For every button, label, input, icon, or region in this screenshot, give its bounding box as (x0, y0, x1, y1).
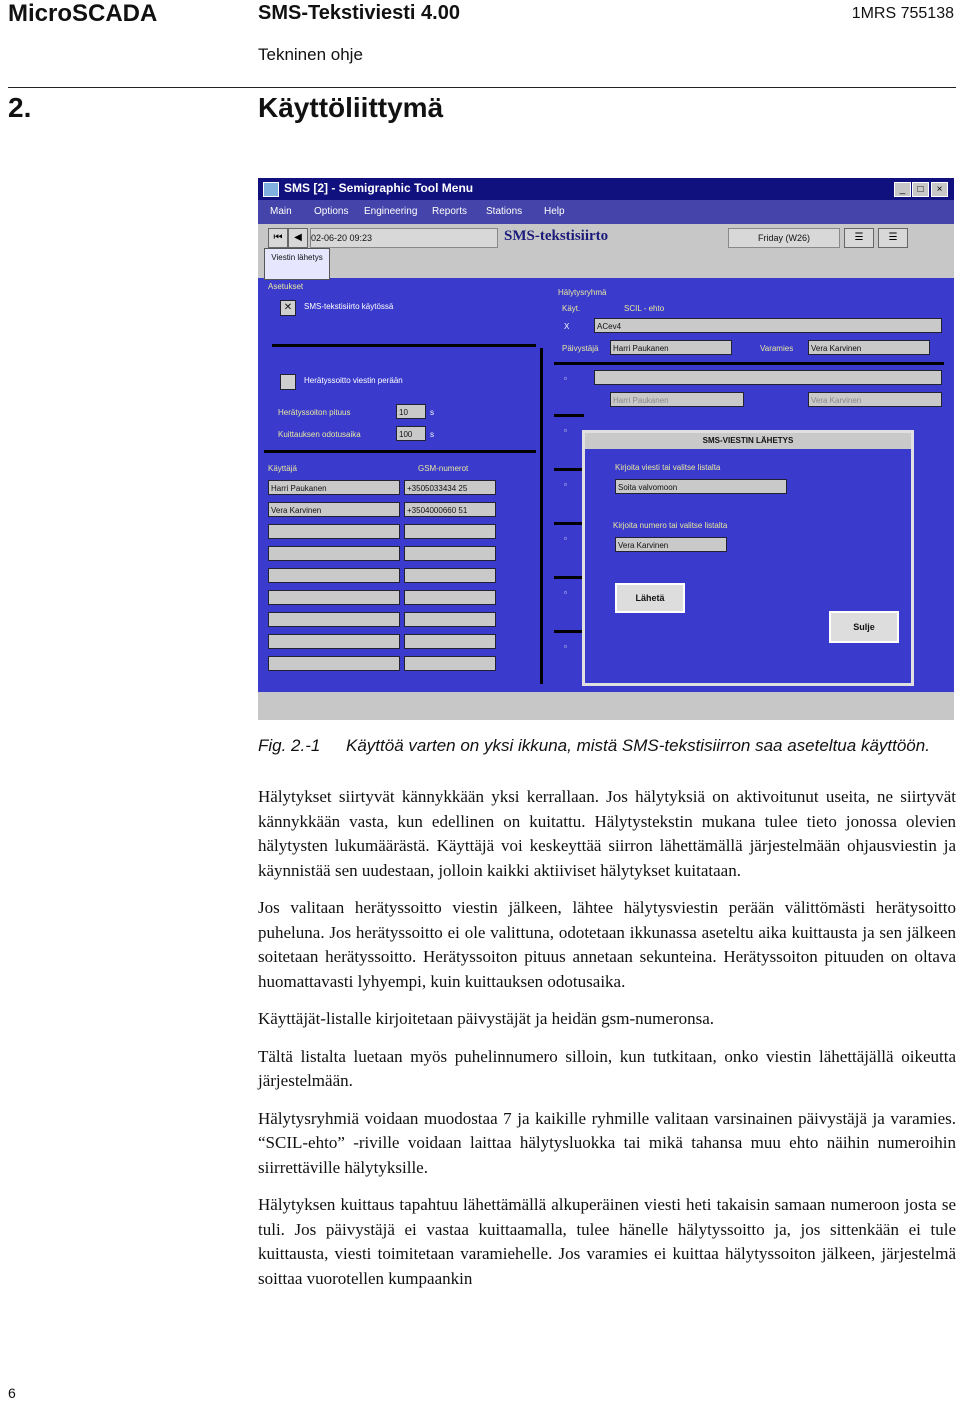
figure-screenshot (258, 178, 954, 720)
day-field: Friday (W26) (728, 228, 840, 248)
send-sms-dialog (582, 430, 914, 686)
paragraph: Hälytysryhmiä voidaan muodostaa 7 ja kaikille ryhmille valitaan varsinainen päivystäjä ja varamies. “SCIL-ehto” -riville voidaan laittaa hälytysluokka tai mikä tahansa muu ehto näihin numeroihin siirrettäville hälytyksille. (258, 1108, 956, 1177)
groups-label: Hälytysryhmä (558, 288, 607, 297)
menu-stations[interactable]: Stations (486, 206, 523, 217)
tab-send-message[interactable]: Viestin lähetys (264, 248, 330, 280)
user-gsm-4[interactable] (404, 546, 496, 561)
divider (554, 414, 584, 417)
oncall-label: Päivystäjä (562, 344, 599, 353)
scil-input-2[interactable] (594, 370, 942, 385)
user-gsm-3[interactable] (404, 524, 496, 539)
close-button[interactable]: Sulje (829, 611, 899, 643)
ack-wait-label: Kuittauksen odotusaika (278, 430, 361, 439)
wakeup-length-label: Herätyssoiton pituus (278, 408, 351, 417)
paragraph: Jos valitaan herätyssoitto viestin jälkeen, lähtee hälytysviestin perään välittömästi herätysoitto puheluna. Jos herätyssoitto ei ole valittuna, odotetaan ikkunassa aseteltu aika kuittausta ja sen jälkeen soitetaan herätyssoitto. Herätyssoiton pituus annetaan sekunteina. Herätyssoiton pituuden on oltava huomattavasti lyhyempi, kuin kuittauksen odotusaika. (258, 898, 956, 991)
user-name-7[interactable] (268, 612, 400, 627)
users-header: Käyttäjä (268, 464, 297, 473)
message-label: Kirjoita viesti tai valitse listalta (615, 463, 721, 472)
deputy-select-2[interactable]: Vera Karvinen (808, 392, 942, 407)
header-brand: MicroSCADA (8, 0, 158, 27)
menu-options[interactable]: Options (314, 206, 349, 217)
number-select[interactable]: Vera Karvinen (615, 537, 727, 552)
divider (554, 522, 584, 525)
divider (554, 468, 584, 471)
figure-caption-text: Käyttöä varten on yksi ikkuna, mistä SMS-tekstisiirron saa aseteltua käyttöön. (346, 736, 930, 755)
deputy-label: Varamies (760, 344, 794, 353)
window-title: SMS [2] - Semigraphic Tool Menu (284, 181, 474, 195)
enable-checkbox-label: SMS-tekstisiirto käytössä (304, 302, 394, 311)
page-number: 6 (8, 1385, 16, 1401)
wakeup-length-unit: s (430, 408, 434, 417)
separator (540, 348, 543, 684)
active-checkbox-5[interactable]: ▫ (564, 534, 567, 543)
header-doc-type: Tekninen ohje (258, 45, 363, 64)
scil-label: SCIL - ehto (624, 304, 665, 313)
divider (554, 630, 584, 633)
user-name-6[interactable] (268, 590, 400, 605)
user-name-9[interactable] (268, 656, 400, 671)
active-checkbox-3[interactable]: ▫ (564, 426, 567, 435)
wakeup-length-input[interactable]: 10 (396, 404, 426, 419)
wakeup-checkbox[interactable] (280, 374, 296, 390)
paragraph: Käyttäjät-listalle kirjoitetaan päivystäjät ja heidän gsm-numeronsa. (258, 1009, 715, 1028)
user-name-8[interactable] (268, 634, 400, 649)
number-label: Kirjoita numero tai valitse listalta (613, 521, 728, 530)
user-gsm-5[interactable] (404, 568, 496, 583)
section-title: Käyttöliittymä (258, 92, 444, 123)
user-name-4[interactable] (268, 546, 400, 561)
user-gsm-2[interactable]: +3504000660 51 (404, 502, 496, 517)
menu-engineering[interactable]: Engineering (364, 206, 418, 217)
user-name-1[interactable]: Harri Paukanen (268, 480, 400, 495)
deputy-select[interactable]: Vera Karvinen (808, 340, 930, 355)
scil-input-1[interactable]: ACev4 (594, 318, 942, 333)
app-icon (263, 182, 279, 197)
user-name-5[interactable] (268, 568, 400, 583)
maximize-icon[interactable]: □ (912, 182, 929, 197)
active-checkbox-2[interactable]: ▫ (564, 374, 567, 383)
divider (264, 450, 536, 453)
wakeup-checkbox-label: Herätyssoitto viestin perään (304, 376, 403, 385)
dialog-title: SMS-VIESTIN LÄHETYS (585, 433, 911, 449)
section-number: 2. (8, 92, 32, 123)
paragraph: Hälytykset siirtyvät kännykkään yksi kerrallaan. Jos hälytyksiä on aktivoitunut useita, ne siirtyvät kännykkään vasta, kun edellinen on kuitattu. Hälytystekstin mukana tulee tieto jonossa olevien hälytysten lukumäärästä. Käyttäjä voi keskeyttää siirron lähettämällä järjestelmään ohjausviestin ja käynnistää sen uudestaan, jolloin kaikki aktiiviset hälytykset kuitataan. (258, 787, 956, 880)
active-mark[interactable]: X (564, 322, 570, 331)
send-button[interactable]: Lähetä (615, 583, 685, 613)
ack-wait-input[interactable]: 100 (396, 426, 426, 441)
date-time: 02-06-20 09:23 (311, 233, 373, 243)
previous-icon[interactable]: ◀ (288, 228, 308, 248)
active-label: Käyt. (562, 304, 581, 313)
message-select[interactable]: Soita valvomoon (615, 479, 787, 494)
user-gsm-1[interactable]: +3505033434 25 (404, 480, 496, 495)
header-doc-title: SMS-Tekstiviesti 4.00 (258, 2, 460, 24)
active-checkbox-7[interactable]: ▫ (564, 642, 567, 651)
settings-label: Asetukset (268, 282, 304, 291)
list-icon[interactable]: ☰ (844, 228, 874, 248)
gsm-header: GSM-numerot (418, 464, 469, 473)
active-checkbox-6[interactable]: ▫ (564, 588, 567, 597)
user-gsm-9[interactable] (404, 656, 496, 671)
enable-checkbox[interactable]: ✕ (280, 300, 296, 316)
first-page-icon[interactable]: ⏮ (268, 228, 288, 248)
menu-help[interactable]: Help (544, 206, 565, 217)
status-bar (258, 692, 954, 720)
oncall-select[interactable]: Harri Paukanen (610, 340, 732, 355)
divider (554, 576, 584, 579)
close-icon[interactable]: × (931, 182, 948, 197)
main-panel (258, 278, 954, 692)
user-gsm-6[interactable] (404, 590, 496, 605)
divider (272, 344, 536, 347)
menu-main[interactable]: Main (270, 206, 292, 217)
oncall-select-2[interactable]: Harri Paukanen (610, 392, 744, 407)
app-title: SMS-tekstisiirto (504, 228, 609, 244)
active-checkbox-4[interactable]: ▫ (564, 480, 567, 489)
figure-caption (258, 733, 948, 758)
user-gsm-8[interactable] (404, 634, 496, 649)
minimize-icon[interactable]: _ (894, 182, 911, 197)
divider (554, 362, 944, 365)
ack-wait-unit: s (430, 430, 434, 439)
header-rule (8, 87, 956, 88)
menu-bar (258, 200, 954, 224)
window-titlebar (258, 178, 954, 200)
paragraph: Hälytyksen kuittaus tapahtuu lähettämällä alkuperäinen viesti heti takaisin samaan numeroon josta se tuli. Jos päivystäjä ei vastaa kuittaamalla, tulee hänelle hälytyssoitto ja, jos sittenkään ei tule kuittausta, viesti toimitetaan varamiehelle. Jos varamies ei kuittaa hälytyssoiton jälkeen, järjestelmä soittaa vuorotellen kumpaankin (258, 1195, 956, 1288)
figure-number: Fig. 2.-1 (258, 736, 321, 755)
user-gsm-7[interactable] (404, 612, 496, 627)
user-name-2[interactable]: Vera Karvinen (268, 502, 400, 517)
paragraph: Tältä listalta luetaan myös puhelinnumero silloin, kun tutkitaan, onko viestin lähettäjällä oikeutta järjestelmään. (258, 1046, 956, 1090)
toolbar (258, 224, 954, 250)
menu-icon[interactable]: ☰ (878, 228, 908, 248)
date-time-field (310, 228, 498, 248)
user-name-3[interactable] (268, 524, 400, 539)
menu-reports[interactable]: Reports (432, 206, 468, 217)
body-text (258, 785, 956, 1304)
header-doc-code: 1MRS 755138 (851, 5, 954, 22)
